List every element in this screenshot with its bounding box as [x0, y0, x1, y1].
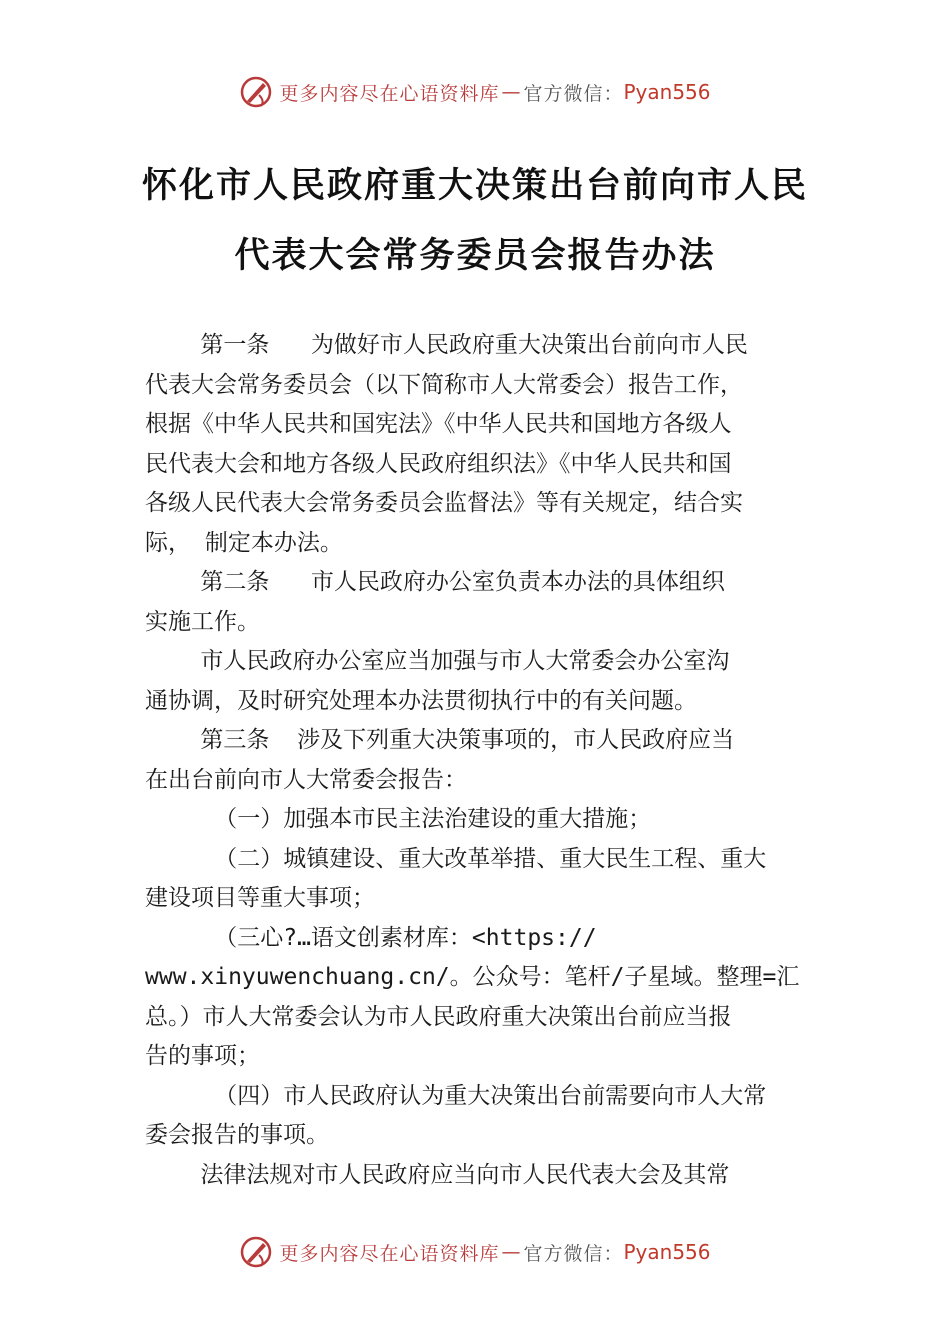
body-line: 民代表大会和地方各级人民政府组织法》《中华人民共和国: [145, 450, 732, 477]
body-line: 法律法规对市人民政府应当向市人民代表大会及其常: [145, 1161, 730, 1188]
body-line: 根据《中华人民共和国宪法》《中华人民共和国地方各级人: [145, 411, 732, 437]
body-line: 实施工作。: [145, 608, 260, 635]
body-line: 代表大会常务委员会（以下简称市人大常委会）报告工作，: [145, 371, 743, 398]
document-body: [145, 326, 825, 1195]
document-title-line1: 怀化市人民政府重大决策出台前向市人民: [141, 166, 808, 206]
wechat-label: 官方微信：: [523, 1242, 624, 1265]
body-line: 建设项目等重大事项；: [145, 885, 375, 911]
watermark-banner-bottom: [0, 1232, 950, 1272]
watermark-text: 更多内容尽在心语资料库: [279, 82, 500, 105]
quill-logo-icon: [239, 75, 273, 109]
quill-logo-icon: [239, 1235, 273, 1269]
body-line: 告的事项；: [145, 1043, 260, 1069]
body-line: （四）市人民政府认为重大决策出台前需要向市人大常: [145, 1082, 767, 1109]
watermark-separator: —: [501, 1241, 522, 1263]
body-line: 委会报告的事项。: [145, 1122, 329, 1148]
document-title-line2: 代表大会常务委员会报告办法: [234, 236, 716, 276]
body-line: 第一条 为做好市人民政府重大决策出台前向市人民: [145, 332, 748, 358]
body-line: 第二条 市人民政府办公室负责本办法的具体组织: [145, 569, 725, 595]
watermark-text: 更多内容尽在心语资料库: [279, 1242, 500, 1265]
body-line: （二）城镇建设、重大改革举措、重大民生工程、重大: [145, 845, 767, 872]
body-line: 总。）市人大常委会认为市人民政府重大决策出台前应当报: [145, 1003, 732, 1030]
body-line: 通协调，及时研究处理本办法贯彻执行中的有关问题。: [145, 687, 697, 714]
watermark-banner-top: [0, 72, 950, 112]
wechat-account: Pyan556: [623, 80, 711, 104]
body-line: www.xinyuwenchuang.cn/。公众号：笔杆/子星域。整理=汇: [145, 964, 800, 990]
body-line: 际， 制定本办法。: [145, 529, 343, 556]
wechat-account: Pyan556: [623, 1240, 711, 1264]
body-line: 各级人民代表大会常务委员会监督法》等有关规定，结合实: [145, 490, 743, 516]
body-line: （一）加强本市民主法治建设的重大措施；: [145, 806, 652, 832]
body-line: 在出台前向市人大常委会报告：: [145, 766, 467, 793]
body-line: 第三条 涉及下列重大决策事项的，市人民政府应当: [145, 727, 735, 753]
watermark-separator: —: [501, 81, 522, 103]
body-line: （三心?…语文创素材库：<https://: [145, 924, 597, 951]
body-line: 市人民政府办公室应当加强与市人大常委会办公室沟: [145, 648, 730, 674]
wechat-label: 官方微信：: [523, 82, 624, 105]
